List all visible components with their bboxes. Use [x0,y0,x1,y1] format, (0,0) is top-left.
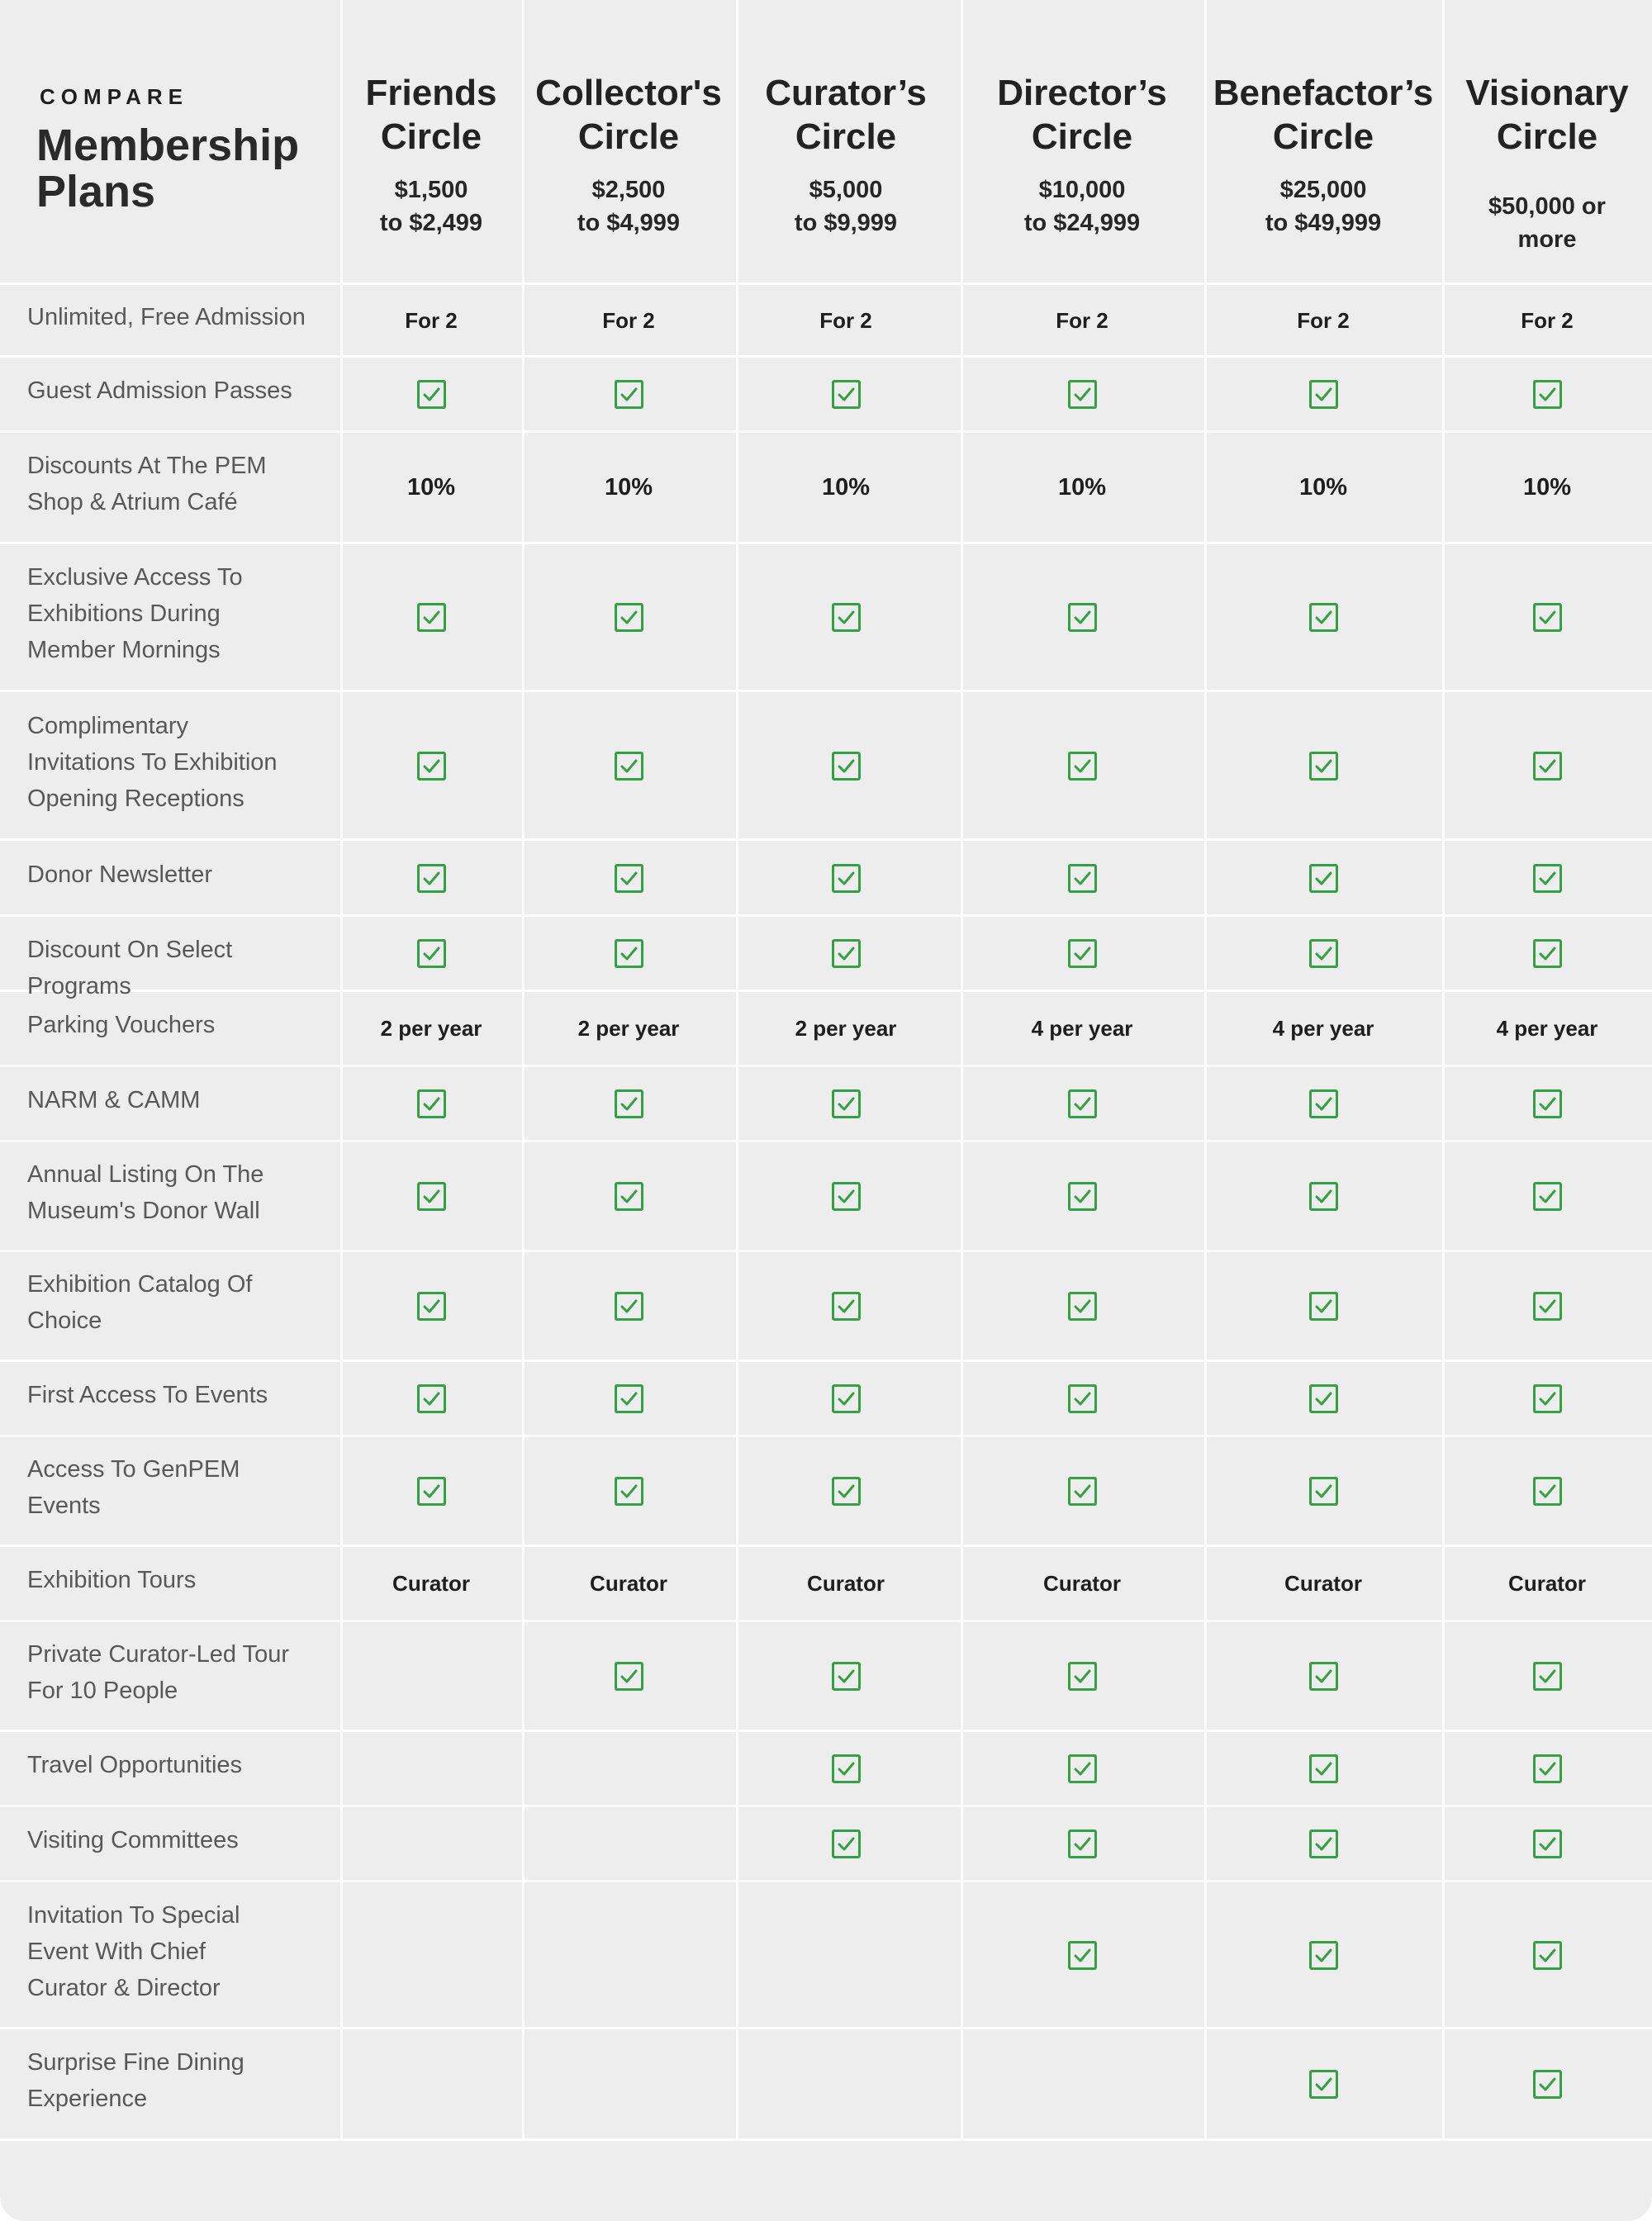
feature-label: Surprise Fine Dining Experience [27,2049,244,2112]
plan-name: Collector's Circle [535,73,722,157]
checkmark-icon [1068,1089,1097,1118]
checkmark-icon [615,1477,643,1506]
checkmark-icon [1533,1662,1562,1691]
plan-header [525,71,732,240]
feature-label: First Access To Events [27,1382,268,1408]
plan-header [1448,71,1646,256]
plan-name: Director’s Circle [997,73,1167,157]
row-divider [0,1805,1652,1807]
checkmark-icon [1533,1941,1562,1970]
checkmark-icon [615,1292,643,1321]
checkmark-icon [1068,1829,1097,1858]
checkmark-icon [615,1662,643,1691]
row-divider [0,2027,1652,2029]
feature-value: 10% [1057,474,1107,501]
row-divider [0,1545,1652,1547]
feature-label: Annual Listing On The Museum's Donor Wall [27,1161,264,1224]
checkmark-icon [615,1384,643,1413]
checkmark-icon [615,1182,643,1211]
feature-label: Discounts At The PEM Shop & Atrium Café [27,453,267,515]
feature-label: Guest Admission Passes [27,377,292,404]
plan-name: Visionary Circle [1465,73,1629,157]
feature-value: Curator [1284,1571,1362,1596]
checkmark-icon [832,603,861,632]
feature-value: Curator [392,1571,470,1596]
feature-label: Discount On Select Programs [27,937,233,999]
checkmark-icon [1068,1477,1097,1506]
checkmark-icon [615,380,643,409]
feature-value: 2 per year [380,1016,482,1041]
feature-value: 4 per year [1031,1016,1133,1041]
feature-value: For 2 [405,307,458,333]
feature-label: Access To GenPEM Events [27,1456,240,1519]
plan-name: Friends Circle [365,73,497,157]
checkmark-icon [1309,380,1338,409]
checkmark-icon [1309,752,1338,781]
row-divider [0,355,1652,358]
plan-header [344,71,518,240]
checkmark-icon [1309,1754,1338,1783]
plan-price: $1,500 to $2,499 [379,177,483,236]
checkmark-icon [1068,1384,1097,1413]
row-divider [0,838,1652,841]
checkmark-icon [1533,1182,1562,1211]
checkmark-icon [417,1477,446,1506]
checkmark-icon [417,939,446,968]
checkmark-icon [417,1182,446,1211]
checkmark-icon [1309,603,1338,632]
row-divider [0,1880,1652,1882]
feature-value: Curator [590,1571,667,1596]
checkmark-icon [832,1292,861,1321]
checkmark-icon [832,939,861,968]
feature-label: Private Curator-Led Tour For 10 People [27,1641,290,1704]
column-divider [961,0,963,2141]
row-divider [0,1065,1652,1067]
row-divider [0,690,1652,692]
plan-price: $10,000 to $24,999 [1023,177,1141,236]
feature-value: 10% [1522,474,1572,501]
checkmark-icon [417,1089,446,1118]
feature-label: Donor Newsletter [27,861,213,888]
checkmark-icon [1533,939,1562,968]
checkmark-icon [1068,1182,1097,1211]
checkmark-icon [417,864,446,893]
checkmark-icon [832,1477,861,1506]
feature-value: 10% [406,474,456,501]
feature-label: Visiting Committees [27,1827,239,1853]
feature-value: 2 per year [795,1016,897,1041]
row-divider [0,542,1652,544]
checkmark-icon [1533,380,1562,409]
feature-value: Curator [1043,1571,1121,1596]
checkmark-icon [832,1384,861,1413]
feature-label: Complimentary Invitations To Exhibition Opening Receptions [27,712,278,812]
feature-value: 2 per year [577,1016,680,1041]
checkmark-icon [1309,864,1338,893]
column-divider [1442,0,1445,2141]
checkmark-icon [1533,1292,1562,1321]
row-divider [0,430,1652,433]
checkmark-icon [832,1089,861,1118]
feature-label: Travel Opportunities [27,1752,243,1778]
feature-value: 4 per year [1496,1016,1598,1041]
checkmark-icon [1533,1089,1562,1118]
plan-header [1208,71,1439,240]
checkmark-icon [615,1089,643,1118]
checkmark-icon [1533,1829,1562,1858]
checkmark-icon [417,752,446,781]
row-divider [0,282,1652,285]
feature-value: Curator [807,1571,885,1596]
checkmark-icon [832,752,861,781]
compare-eyebrow: COMPARE [40,84,188,109]
checkmark-icon [1309,1829,1338,1858]
checkmark-icon [615,864,643,893]
checkmark-icon [1309,1662,1338,1691]
plan-header [743,71,949,240]
checkmark-icon [417,1292,446,1321]
column-divider [1204,0,1207,2141]
checkmark-icon [832,1182,861,1211]
checkmark-icon [615,939,643,968]
checkmark-icon [1068,603,1097,632]
feature-value: For 2 [1297,307,1350,333]
plan-name: Curator’s Circle [765,73,927,157]
row-divider [0,1435,1652,1437]
row-divider [0,1250,1652,1252]
checkmark-icon [1533,1754,1562,1783]
checkmark-icon [1068,1662,1097,1691]
plan-header [969,71,1196,240]
page-title: Membership Plans [36,121,300,216]
checkmark-icon [1309,939,1338,968]
checkmark-icon [615,603,643,632]
checkmark-icon [417,603,446,632]
checkmark-icon [1533,1384,1562,1413]
row-divider [0,1730,1652,1732]
feature-value: 4 per year [1272,1016,1374,1041]
feature-label: Invitation To Special Event With Chief Curator & Director [27,1901,240,2001]
checkmark-icon [1533,864,1562,893]
checkmark-icon [832,1662,861,1691]
feature-value: For 2 [602,307,655,333]
checkmark-icon [1309,1941,1338,1970]
checkmark-icon [1309,2070,1338,2099]
checkmark-icon [1533,2070,1562,2099]
plan-price: $2,500 to $4,999 [577,177,681,236]
checkmark-icon [1533,603,1562,632]
checkmark-icon [615,752,643,781]
checkmark-icon [1309,1292,1338,1321]
checkmark-icon [417,380,446,409]
checkmark-icon [1068,864,1097,893]
plan-price: $50,000 or more [1488,193,1606,253]
row-divider [0,1360,1652,1362]
feature-label: Exhibition Catalog Of Choice [27,1271,253,1334]
checkmark-icon [1309,1384,1338,1413]
plan-price: $25,000 to $49,999 [1265,177,1382,236]
checkmark-icon [1533,752,1562,781]
feature-value: 10% [821,474,871,501]
row-divider [0,914,1652,917]
feature-label: NARM & CAMM [27,1087,201,1113]
checkmark-icon [1533,1477,1562,1506]
checkmark-icon [832,864,861,893]
checkmark-icon [1068,1292,1097,1321]
row-divider [0,2138,1652,2141]
checkmark-icon [1309,1182,1338,1211]
checkmark-icon [832,1754,861,1783]
checkmark-icon [1309,1089,1338,1118]
checkmark-icon [417,1384,446,1413]
feature-label: Unlimited, Free Admission [27,303,306,330]
feature-value: 10% [1298,474,1348,501]
plan-price: $5,000 to $9,999 [794,177,898,236]
checkmark-icon [1068,1754,1097,1783]
feature-label: Parking Vouchers [27,1012,216,1038]
feature-value: Curator [1508,1571,1586,1596]
checkmark-icon [1068,1941,1097,1970]
checkmark-icon [1309,1477,1338,1506]
checkmark-icon [1068,380,1097,409]
feature-value: For 2 [1056,307,1108,333]
checkmark-icon [832,1829,861,1858]
feature-label: Exhibition Tours [27,1567,197,1593]
feature-label: Exclusive Access To Exhibitions During Member Mornings [27,564,243,663]
column-divider [736,0,738,2141]
plan-name: Benefactor’s Circle [1213,73,1434,157]
feature-value: For 2 [819,307,872,333]
checkmark-icon [1068,752,1097,781]
checkmark-icon [1068,939,1097,968]
feature-value: 10% [604,474,653,501]
checkmark-icon [832,380,861,409]
feature-value: For 2 [1521,307,1574,333]
row-divider [0,1620,1652,1622]
row-divider [0,1140,1652,1142]
